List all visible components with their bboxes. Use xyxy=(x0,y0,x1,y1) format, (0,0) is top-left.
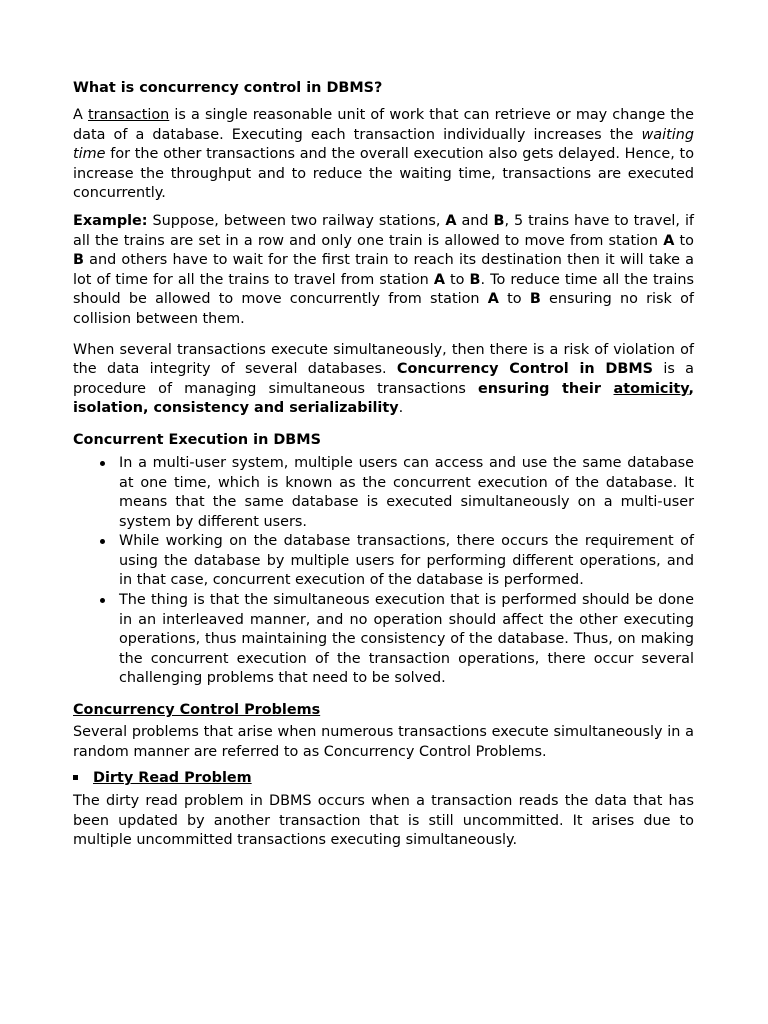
example-label: Example: xyxy=(73,212,148,229)
bullet-dot-icon xyxy=(100,461,105,466)
paragraph-example: Example: Suppose, between two railway stations, A and B, 5 trains have to travel, if all the trains are set in a row and only one train is allowed to move from station A to B and others have to wait for the first train to reach its destination then it will take a lot of time for all the trains to travel from station A to B. To reduce time all the trains should be allowed to move concurrently from station A to B ensuring no risk of collision between them. xyxy=(73,212,695,327)
bullet-dot-icon xyxy=(100,539,105,544)
concurrent-execution-list xyxy=(73,454,694,689)
document-content xyxy=(73,78,694,851)
atomicity-link[interactable]: atomicity xyxy=(613,380,689,397)
subheading-dirty-read xyxy=(0,768,694,788)
heading-concurrency-control-problems: Concurrency Control Problems xyxy=(73,702,321,719)
heading-concurrent-execution: Concurrent Execution in DBMS xyxy=(73,431,321,448)
list-item: In a multi-user system, multiple users can access and use the same database at one time, which is known as the concurrent execution of the database. It means that the same database is executed simultaneously on a multi-user system by different users. xyxy=(73,454,694,532)
list-item: While working on the database transactions, there occurs the requirement of using the database by multiple users for performing different operations, and in that case, concurrent execution of the database is performed. xyxy=(73,532,694,591)
square-bullet-icon xyxy=(73,775,78,780)
transaction-link[interactable]: transaction xyxy=(87,107,170,123)
waiting-time-emphasis: waiting time xyxy=(73,126,694,163)
paragraph-transaction-definition: A transaction is a single reasonable unit of work that can retrieve or may change the data of a database. Executing each transaction individually increases the waiting time for the other transactions and the overall execution also gets delayed. Hence, to increase the throughput and to reduce the waiting time, transactions are executed concurrently. xyxy=(73,107,695,202)
list-item: The thing is that the simultaneous execution that is performed should be done in an interleaved manner, and no operation should affect the other executing operations, thus maintaining the consistency of the database. Thus, on making the concurrent execution of the transaction operations, there occur several challenging problems that need to be solved. xyxy=(73,591,694,689)
heading-what-is-concurrency-control: What is concurrency control in DBMS? xyxy=(73,80,383,96)
paragraph-concurrency-control-definition: When several transactions execute simultaneously, then there is a risk of violation of the data integrity of several databases. Concurrency Control in DBMS is a procedure of managing simultaneous transactions ensuring their atomicity, isolation, consistency and serializability. xyxy=(73,341,694,417)
paragraph-dirty-read: The dirty read problem in DBMS occurs when a transaction reads the data that has been updated by another transaction that is still uncommitted. It arises due to multiple uncommitted transactions executing simultaneously. xyxy=(73,793,694,849)
bullet-dot-icon xyxy=(100,598,105,603)
dirty-read-title: Dirty Read Problem xyxy=(93,770,252,787)
paragraph-problems-intro: Several problems that arise when numerous transactions execute simultaneously in a random manner are referred to as Concurrency Control Problems. xyxy=(73,724,694,760)
